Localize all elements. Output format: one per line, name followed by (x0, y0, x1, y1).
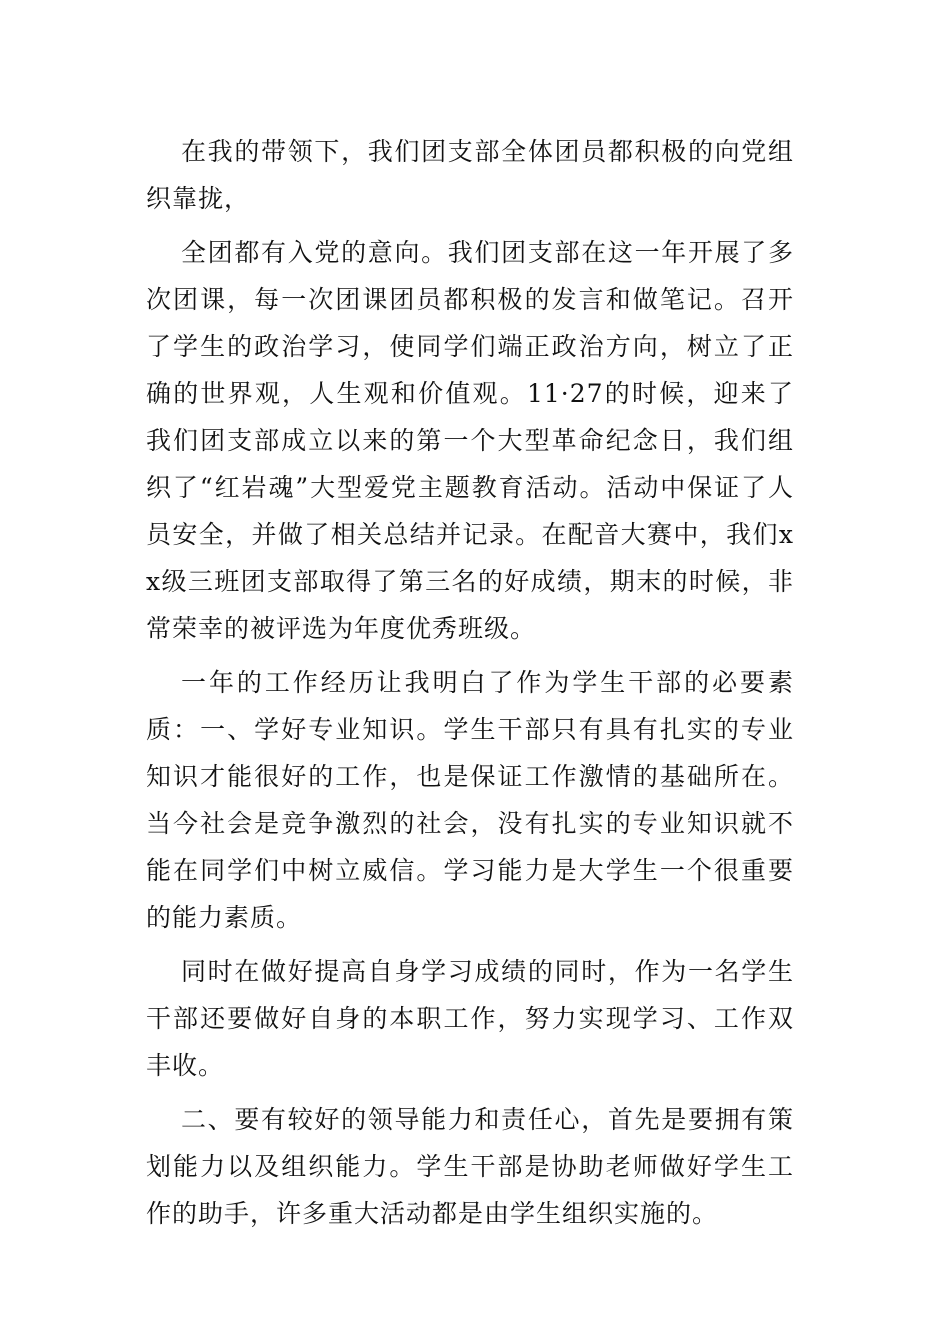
paragraph-5: 二、要有较好的领导能力和责任心，首先是要拥有策划能力以及组织能力。学生干部是协助老师做好学生工作的助手，许多重大活动都是由学生组织实施的。 (146, 1105, 794, 1228)
document-body (146, 128, 794, 1237)
paragraph-4: 同时在做好提高自身学习成绩的同时，作为一名学生干部还要做好自身的本职工作，努力实现学习、工作双丰收。 (146, 957, 794, 1080)
paragraph-1: 在我的带领下，我们团支部全体团员都积极的向党组织靠拢， (146, 137, 794, 213)
paragraph-2: 全团都有入党的意向。我们团支部在这一年开展了多次团课，每一次团课团员都积极的发言和做笔记。召开了学生的政治学习，使同学们端正政治方向，树立了正确的世界观，人生观和价值观。11·27的时候，迎来了我们团支部成立以来的第一个大型革命纪念日，我们组织了“红岩魂”大型爱党主题教育活动。活动中保证了人员安全，并做了相关总结并记录。在配音大赛中，我们xx级三班团支部取得了第三名的好成绩，期末的时候，非常荣幸的被评选为年度优秀班级。 (146, 238, 794, 643)
paragraph-3: 一年的工作经历让我明白了作为学生干部的必要素质：一、学好专业知识。学生干部只有具有扎实的专业知识才能很好的工作，也是保证工作激情的基础所在。当今社会是竞争激烈的社会，没有扎实的专业知识就不能在同学们中树立威信。学习能力是大学生一个很重要的能力素质。 (146, 668, 794, 932)
